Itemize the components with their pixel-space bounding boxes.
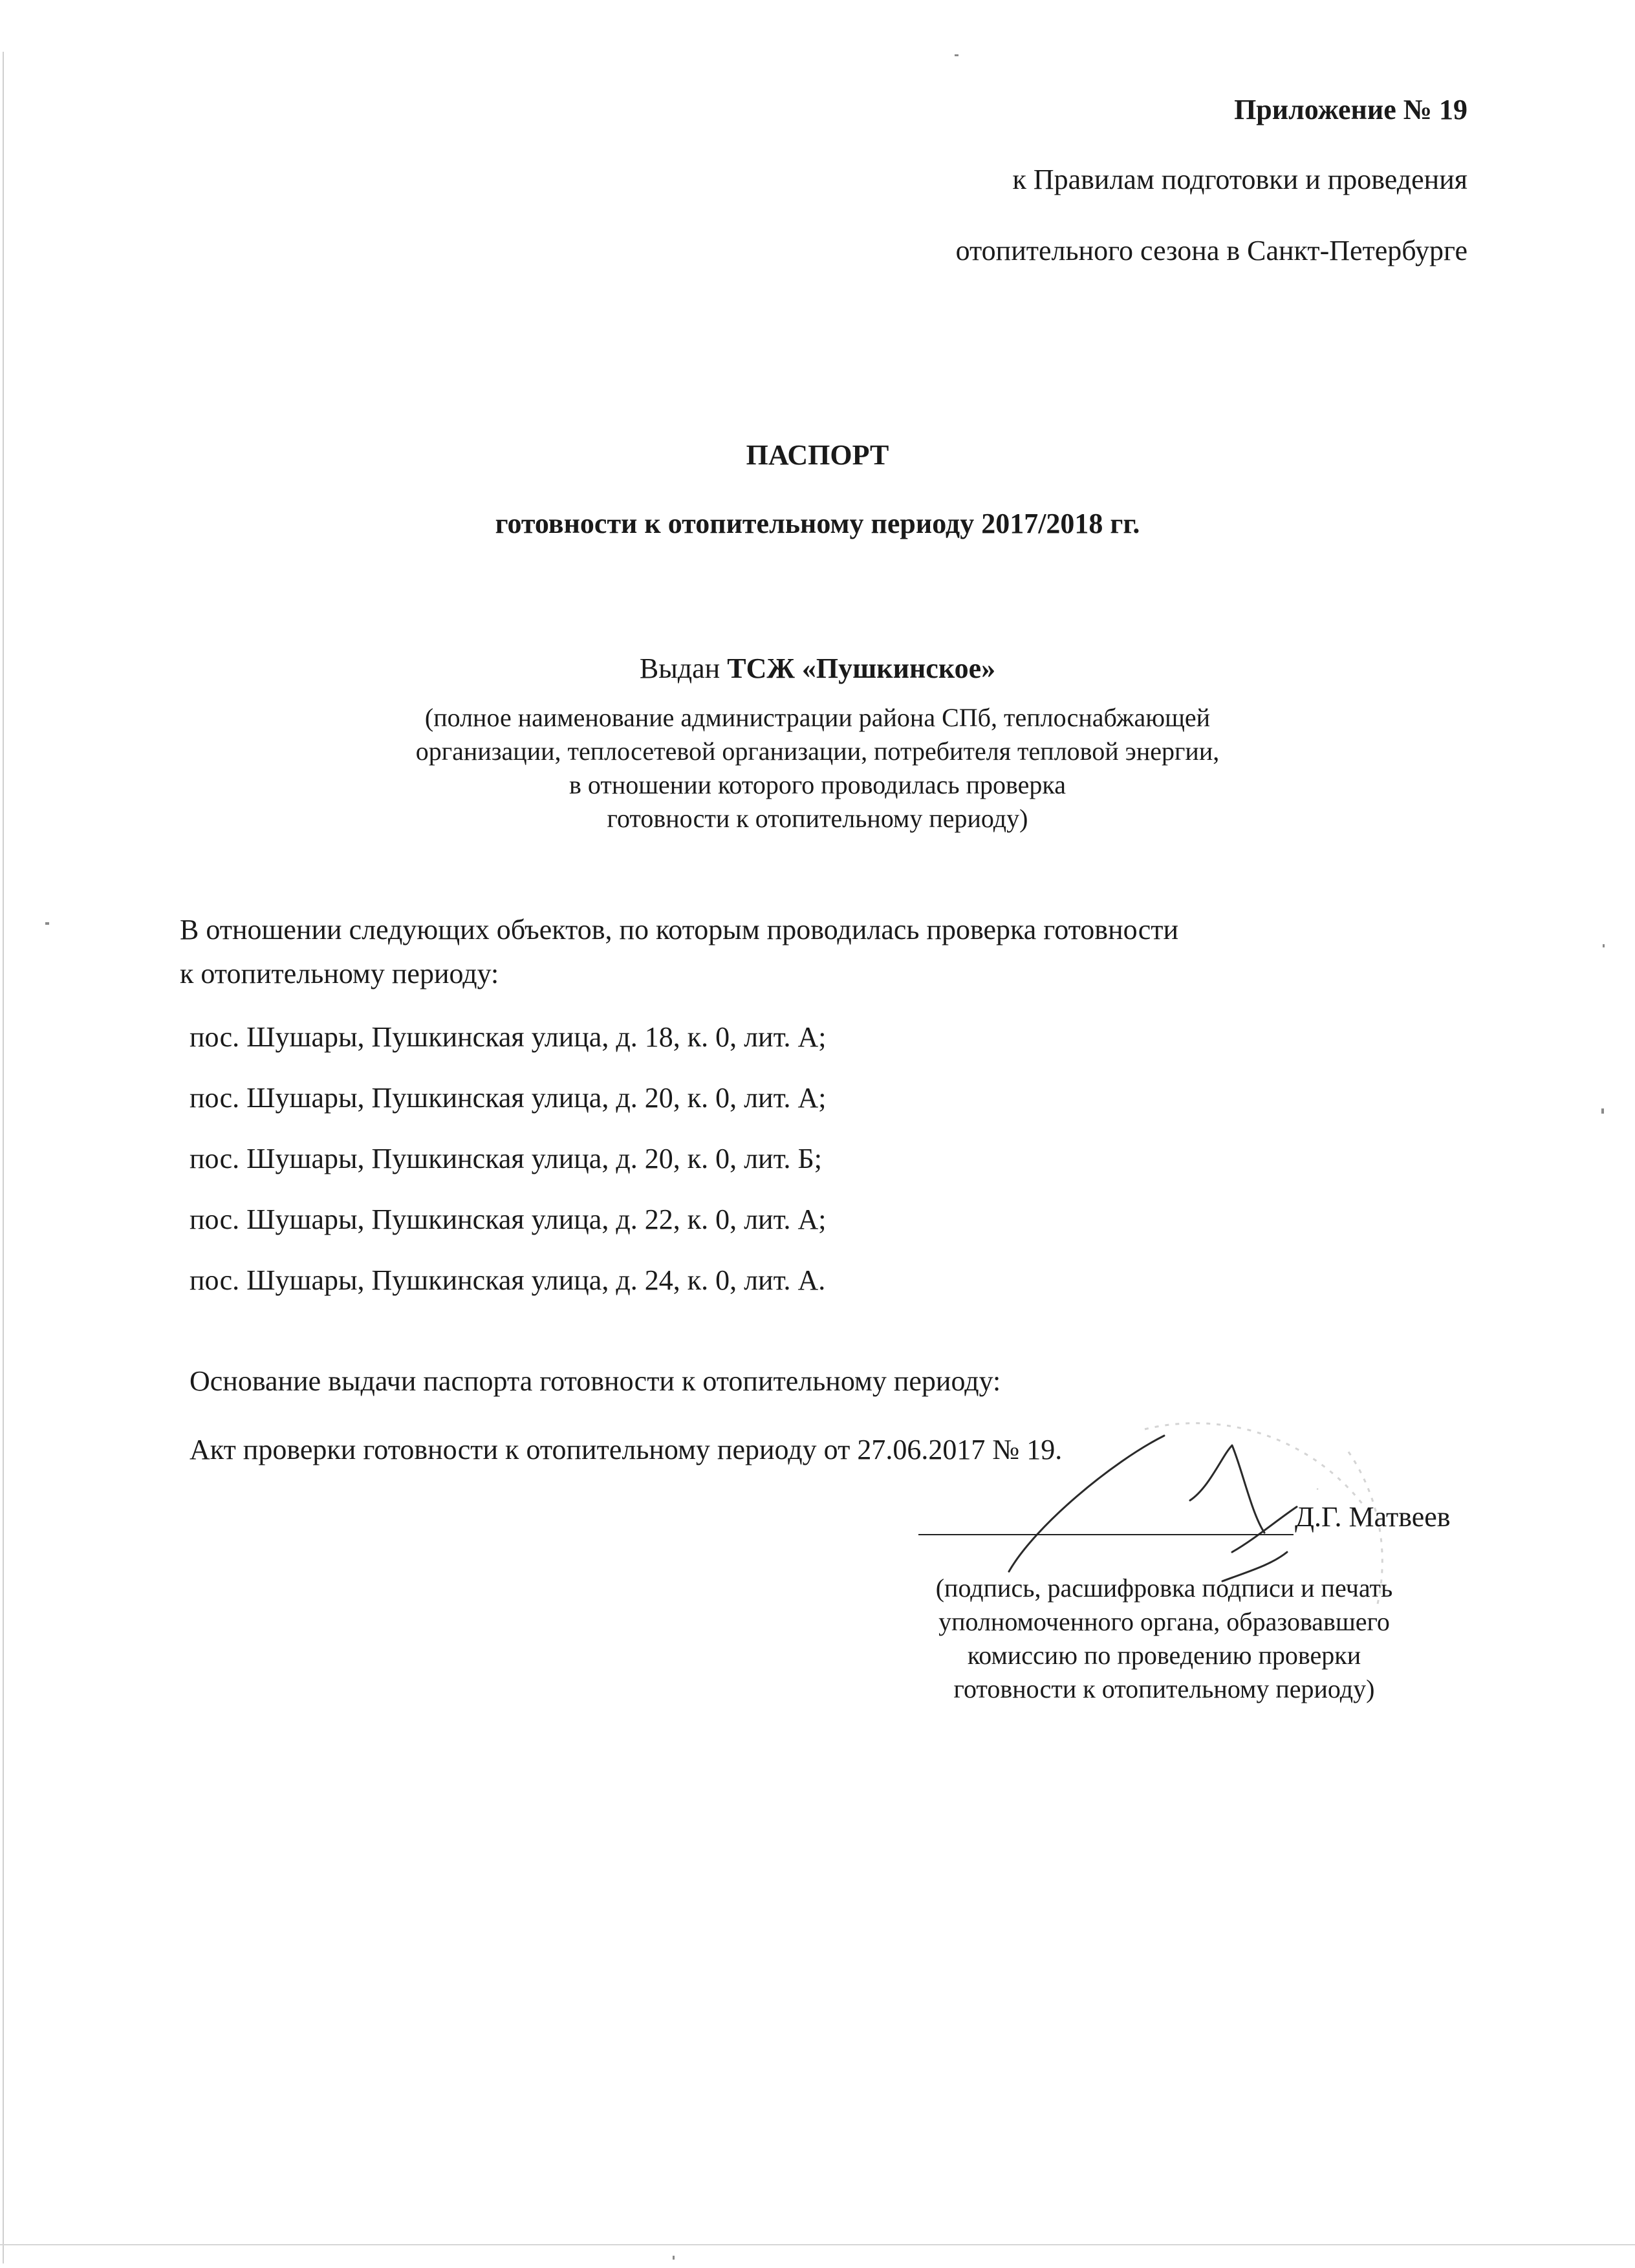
signature-line <box>918 1534 1294 1535</box>
signature-note-line: (подпись, расшифровка подписи и печать <box>935 1573 1393 1603</box>
signature-note-line: готовности к отопительному периоду) <box>953 1674 1375 1703</box>
issued-note-line: организации, теплосетевой организации, потребителя тепловой энергии, <box>415 737 1220 766</box>
document-subtitle: готовности к отопительному периоду 2017/2018 гг. <box>495 508 1140 539</box>
objects-intro <box>180 908 1178 996</box>
signature-note-line: уполномоченного органа, образовавшего <box>938 1607 1390 1636</box>
document-title: ПАСПОРТ <box>746 439 889 471</box>
issued-note-line: (полное наименование администрации района СПб, теплоснабжающей <box>424 703 1211 732</box>
address-item: пос. Шушары, Пушкинская улица, д. 24, к. 0, лит. А. <box>189 1264 826 1296</box>
appendix-subtitle-line2: отопительного сезона в Санкт-Петербурге <box>955 235 1467 266</box>
address-item: пос. Шушары, Пушкинская улица, д. 20, к. 0, лит. А; <box>189 1082 827 1114</box>
issued-note <box>0 701 1635 836</box>
address-item: пос. Шушары, Пушкинская улица, д. 18, к. 0, лит. А; <box>189 1021 827 1053</box>
appendix-number: Приложение № 19 <box>1234 94 1467 125</box>
signature-note <box>854 1571 1475 1706</box>
issued-organization: ТСЖ «Пушкинское» <box>727 653 996 684</box>
basis-label: Основание выдачи паспорта готовности к отопительному периоду: <box>189 1365 1001 1397</box>
objects-intro-line: к отопительному периоду: <box>180 958 499 989</box>
basis-text: Акт проверки готовности к отопительному периоду от 27.06.2017 № 19. <box>189 1434 1063 1465</box>
svg-text:.: . <box>1313 1483 1330 1493</box>
address-item: пос. Шушары, Пушкинская улица, д. 22, к. 0, лит. А; <box>189 1204 827 1235</box>
signature-note-line: комиссию по проведению проверки <box>967 1641 1361 1670</box>
address-item: пос. Шушары, Пушкинская улица, д. 20, к. 0, лит. Б; <box>189 1143 822 1174</box>
issued-to <box>0 651 1635 687</box>
objects-intro-line: В отношении следующих объектов, по которым проводилась проверка готовности <box>180 914 1179 945</box>
issued-prefix: Выдан <box>639 653 728 684</box>
appendix-subtitle-line1: к Правилам подготовки и проведения <box>1012 164 1467 195</box>
issued-note-line: в отношении которого проводилась проверка <box>569 770 1066 799</box>
issued-note-line: готовности к отопительному периоду) <box>607 804 1028 833</box>
signatory-name: Д.Г. Матвеев <box>1295 1501 1451 1533</box>
